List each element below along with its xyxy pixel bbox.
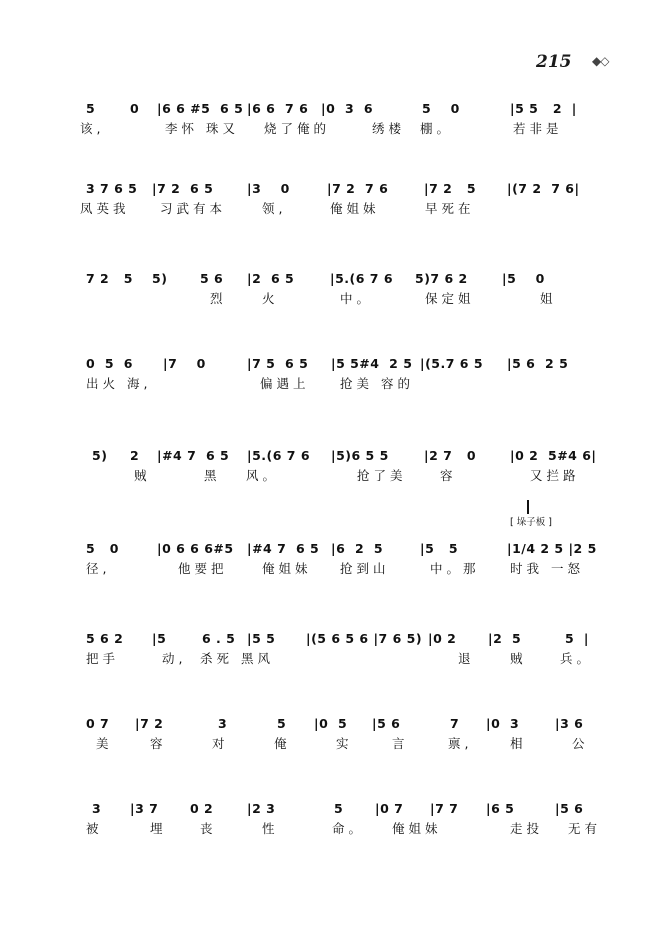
lyric-segment: 动, bbox=[162, 651, 187, 666]
notation-segment: 3 bbox=[218, 716, 228, 731]
lyric-segment: 时我 一怒 bbox=[510, 561, 584, 576]
lyric-segment: 俺 bbox=[274, 736, 291, 751]
notation-segment: |5 6 bbox=[372, 716, 401, 731]
lyric-segment: 又拦路 bbox=[530, 468, 580, 483]
lyric-segment: 早死在 bbox=[425, 201, 475, 216]
lyric-segment: 抢到山 bbox=[340, 561, 390, 576]
notation-segment: |5 6 2 5 bbox=[507, 356, 569, 371]
notation-segment: |5)6 5 5 bbox=[331, 448, 389, 463]
notation-segment: |7 2 bbox=[135, 716, 164, 731]
lyric-segment: 若非是 bbox=[513, 121, 563, 136]
notation-segment: |7 5 6 5 bbox=[247, 356, 309, 371]
lyric-segment: 容 bbox=[440, 468, 457, 483]
notation-segment: |5 0 bbox=[502, 271, 545, 286]
lyric-segment: 棚。 bbox=[420, 121, 454, 136]
lyric-segment: 领, bbox=[262, 201, 287, 216]
notation-segment: 5) bbox=[92, 448, 108, 463]
notation-segment: |6 6 #5 6 5 bbox=[157, 101, 244, 116]
notation-segment: |0 7 bbox=[375, 801, 404, 816]
notation-segment: 5)7 6 2 bbox=[415, 271, 468, 286]
notation-segment: |3 7 bbox=[130, 801, 159, 816]
notation-segment: |0 2 5#4 6| bbox=[510, 448, 597, 463]
lyric-segment: 禀, bbox=[448, 736, 473, 751]
lyric-segment: 他要把 bbox=[178, 561, 228, 576]
tempo-mark: [ 垛子板 ] bbox=[510, 517, 552, 528]
notation-segment: |7 0 bbox=[163, 356, 206, 371]
notation-segment: 5 bbox=[277, 716, 287, 731]
lyric-segment: 中。 bbox=[340, 291, 374, 306]
lyric-segment: 保定姐 bbox=[425, 291, 475, 306]
lyrics-line bbox=[0, 375, 655, 395]
lyric-segment: 该, bbox=[80, 121, 105, 136]
notation-segment: |7 2 7 6 bbox=[327, 181, 389, 196]
lyric-segment: 杀死 黑风 bbox=[200, 651, 274, 666]
lyric-segment: 偏遇上 bbox=[260, 376, 310, 391]
lyrics-line bbox=[0, 560, 655, 580]
notation-segment: 2 bbox=[130, 448, 140, 463]
lyric-segment: 黑 bbox=[204, 468, 221, 483]
lyric-segment: 实 bbox=[336, 736, 353, 751]
lyrics-line bbox=[0, 290, 655, 310]
lyric-segment: 性 bbox=[262, 821, 279, 836]
notation-segment: |5.(6 7 6 bbox=[247, 448, 311, 463]
notation-segment: |5 6 bbox=[555, 801, 584, 816]
notation-segment: |2 7 0 bbox=[424, 448, 477, 463]
notation-segment: 5 bbox=[334, 801, 344, 816]
notation-segment: 0 5 6 bbox=[86, 356, 133, 371]
notation-segment: |7 2 6 5 bbox=[152, 181, 214, 196]
lyric-segment: 退 bbox=[458, 651, 475, 666]
notation-segment: |5.(6 7 6 bbox=[330, 271, 394, 286]
lyrics-line bbox=[0, 467, 655, 487]
lyric-segment: 贼 bbox=[134, 468, 151, 483]
lyric-segment: 风。 bbox=[246, 468, 280, 483]
notation-segment: 0 7 bbox=[86, 716, 110, 731]
notation-segment: |(5 6 5 6 |7 6 5) bbox=[306, 631, 423, 646]
page-number: 215 bbox=[536, 52, 572, 72]
notation-segment: |0 2 bbox=[428, 631, 457, 646]
notation-segment: |6 6 7 6 bbox=[247, 101, 309, 116]
notation-line bbox=[0, 715, 655, 735]
lyrics-line bbox=[0, 820, 655, 840]
notation-segment: |2 3 bbox=[247, 801, 276, 816]
notation-segment: |0 5 bbox=[314, 716, 348, 731]
notation-segment: 7 2 5 bbox=[86, 271, 133, 286]
notation-segment: |(7 2 7 6| bbox=[507, 181, 580, 196]
lyrics-line bbox=[0, 650, 655, 670]
notation-segment: |5 bbox=[152, 631, 167, 646]
notation-segment: |5 5 bbox=[420, 541, 459, 556]
notation-segment: 3 bbox=[92, 801, 102, 816]
page-ornament-icon: ◆◇ bbox=[592, 54, 609, 68]
lyric-segment: 抢了美 bbox=[357, 468, 407, 483]
lyrics-line bbox=[0, 735, 655, 755]
lyric-segment: 俺姐妹 bbox=[262, 561, 312, 576]
lyrics-line bbox=[0, 200, 655, 220]
notation-segment: |0 3 bbox=[486, 716, 520, 731]
lyric-segment: 被 bbox=[86, 821, 103, 836]
lyrics-line bbox=[0, 120, 655, 140]
notation-segment: 5 0 bbox=[422, 101, 460, 116]
notation-segment: 5 | bbox=[565, 631, 589, 646]
lyric-segment: 走投 bbox=[510, 821, 544, 836]
lyric-segment: 烧了俺的 bbox=[264, 121, 331, 136]
notation-segment: |#4 7 6 5 bbox=[157, 448, 230, 463]
notation-segment: 7 bbox=[450, 716, 460, 731]
lyric-segment: 言 bbox=[392, 736, 409, 751]
lyric-segment: 俺姐妹 bbox=[330, 201, 380, 216]
notation-segment: 5) bbox=[152, 271, 168, 286]
notation-segment: |5 5 bbox=[247, 631, 276, 646]
notation-segment: |0 3 6 bbox=[321, 101, 374, 116]
notation-segment: 5 bbox=[86, 101, 96, 116]
lyric-segment: 凤英我 bbox=[80, 201, 130, 216]
lyric-segment: 习武有本 bbox=[160, 201, 227, 216]
notation-segment: |6 2 5 bbox=[331, 541, 384, 556]
notation-segment: |#4 7 6 5 bbox=[247, 541, 320, 556]
notation-line bbox=[0, 800, 655, 820]
notation-line bbox=[0, 270, 655, 290]
notation-line bbox=[0, 630, 655, 650]
notation-segment: 6 . 5 bbox=[202, 631, 236, 646]
notation-segment: |5 5 2 | bbox=[510, 101, 577, 116]
lyric-segment: 对 bbox=[212, 736, 229, 751]
lyric-segment: 相 bbox=[510, 736, 527, 751]
notation-line bbox=[0, 100, 655, 120]
lyric-segment: 贼 bbox=[510, 651, 527, 666]
notation-segment: |0 6 6 6#5 bbox=[157, 541, 234, 556]
lyric-segment: 公 bbox=[572, 736, 589, 751]
notation-segment: |1/4 2 5 |2 5 bbox=[507, 541, 597, 556]
lyric-segment: 绣楼 bbox=[372, 121, 406, 136]
notation-segment: |5 5#4 2 5 bbox=[331, 356, 413, 371]
notation-segment: |6 5 bbox=[486, 801, 515, 816]
lyric-segment: 无有 bbox=[568, 821, 602, 836]
lyric-segment: 李怀 珠又 bbox=[165, 121, 239, 136]
notation-line bbox=[0, 540, 655, 560]
lyric-segment: 出火 海, bbox=[86, 376, 152, 391]
lyric-segment: 姐 bbox=[540, 291, 557, 306]
notation-segment: |(5.7 6 5 bbox=[420, 356, 484, 371]
notation-segment: |3 6 bbox=[555, 716, 584, 731]
notation-segment: 5 6 2 bbox=[86, 631, 124, 646]
lyric-segment: 容 bbox=[150, 736, 167, 751]
notation-segment: 0 bbox=[130, 101, 140, 116]
lyric-segment: 火 bbox=[262, 291, 279, 306]
notation-segment: 5 6 bbox=[200, 271, 224, 286]
lyric-segment: 俺姐妹 bbox=[392, 821, 442, 836]
notation-segment: |2 6 5 bbox=[247, 271, 295, 286]
lyric-segment: 命。 bbox=[332, 821, 366, 836]
notation-segment: |2 5 bbox=[488, 631, 522, 646]
lyric-segment: 丧 bbox=[200, 821, 217, 836]
lyric-segment: 埋 bbox=[150, 821, 167, 836]
notation-segment: |7 2 5 bbox=[424, 181, 477, 196]
tempo-mark-stem bbox=[527, 500, 529, 514]
lyric-segment: 径, bbox=[86, 561, 111, 576]
lyric-segment: 兵。 bbox=[560, 651, 594, 666]
lyric-segment: 烈 bbox=[210, 291, 227, 306]
notation-segment: 5 0 bbox=[86, 541, 119, 556]
lyric-segment: 抢美 容的 bbox=[340, 376, 414, 391]
notation-segment: |7 7 bbox=[430, 801, 459, 816]
lyric-segment: 美 bbox=[96, 736, 113, 751]
notation-line bbox=[0, 355, 655, 375]
notation-line bbox=[0, 180, 655, 200]
notation-segment: 0 2 bbox=[190, 801, 214, 816]
notation-segment: 3 7 6 5 bbox=[86, 181, 138, 196]
notation-segment: |3 0 bbox=[247, 181, 290, 196]
lyric-segment: 中。那 bbox=[430, 561, 480, 576]
notation-line bbox=[0, 447, 655, 467]
lyric-segment: 把手 bbox=[86, 651, 120, 666]
